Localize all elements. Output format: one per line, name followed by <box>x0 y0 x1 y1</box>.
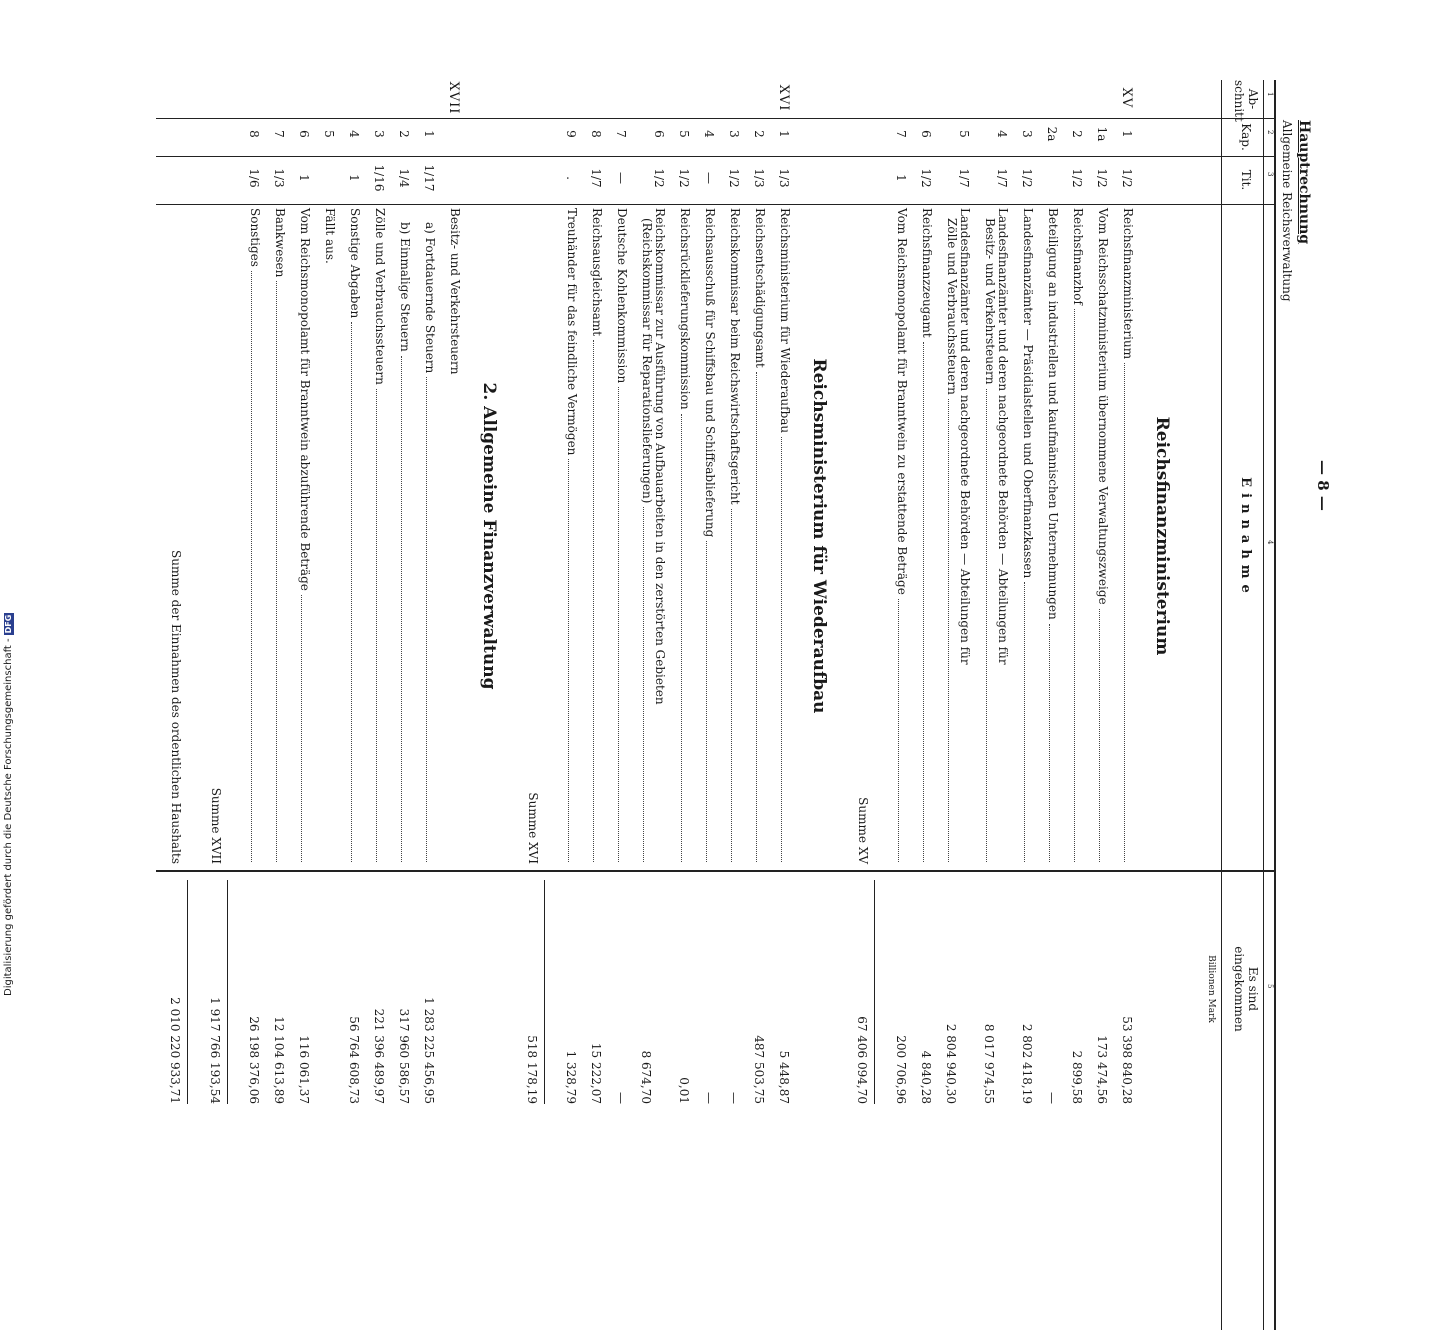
titel-cell: 1/16 <box>372 164 386 192</box>
description-line <box>920 208 933 864</box>
amount-cell: 0,01 <box>677 1077 691 1104</box>
sum-row <box>847 80 887 1330</box>
description-cell <box>728 208 741 864</box>
description-continuation <box>945 208 958 864</box>
table-row <box>670 80 695 1330</box>
titel-cell: 1/7 <box>957 168 971 188</box>
description-cell <box>323 208 336 864</box>
description-cell <box>348 208 361 864</box>
amount-cell: 173 474,56 <box>1095 1035 1109 1104</box>
description-cell <box>678 208 691 864</box>
header-unit: Billionen Mark <box>1206 955 1216 1023</box>
table-row <box>975 80 1013 1330</box>
funding-note: Digitalisierung gefördert durch die Deutsche Forschungsgemeinschaft - <box>3 638 14 996</box>
description-line <box>895 208 908 864</box>
amount-cell: 2 010 220 933,71 <box>168 997 182 1104</box>
description-text: Landesfinanzämter — Präsidialstellen und Oberfinanzkassen <box>1021 208 1035 579</box>
dot-leader <box>351 322 352 862</box>
amount-cell: 487 503,75 <box>752 1035 766 1104</box>
table-row <box>1113 80 1138 1330</box>
titel-cell: 1 <box>347 174 361 182</box>
titel-cell: 1/2 <box>1120 168 1134 188</box>
sum-label: Summe XV <box>856 797 870 864</box>
titel-cell: 1/2 <box>1070 168 1084 188</box>
kapitel-cell: 3 <box>372 130 386 138</box>
dot-leader <box>1024 582 1025 862</box>
description-cell <box>778 208 791 864</box>
table-row <box>912 80 937 1330</box>
amount-cell: 67 406 094,70 <box>855 1016 869 1104</box>
description-continuation <box>983 208 996 864</box>
description-line <box>1096 208 1109 864</box>
dot-leader <box>898 599 899 862</box>
description-text: Beteiligung an industriellen und kaufmännischen Unternehmungen <box>1046 208 1060 620</box>
description-line <box>753 208 766 864</box>
table-row <box>290 80 315 1330</box>
dot-leader <box>593 340 594 862</box>
column-number-5: 5 <box>1266 984 1274 989</box>
description-line <box>778 208 791 864</box>
description-cell <box>983 208 1009 864</box>
table-row <box>557 80 582 1330</box>
dot-leader <box>643 507 644 862</box>
amount-cell: 221 396 489,97 <box>372 1008 386 1104</box>
description-text: Landesfinanzämter und deren nachgeordnete Behörden — Abteilungen für <box>958 208 972 665</box>
page-title: Hauptrechnung <box>1296 120 1312 245</box>
description-line <box>1046 208 1059 864</box>
description-cell <box>1152 208 1172 864</box>
description-text: b) Einmalige Steuern <box>398 222 412 352</box>
description-cell <box>298 208 311 864</box>
description-cell <box>640 208 666 864</box>
section-heading <box>1138 80 1190 1330</box>
description-text: Sonstiges <box>248 208 262 267</box>
table-row <box>440 80 465 1330</box>
section-heading-text: Reichsministerium für Wiederaufbau <box>809 358 829 714</box>
sum-label: Summe XVII <box>209 787 223 864</box>
description-line <box>653 208 666 864</box>
description-cell <box>479 208 499 864</box>
titel-cell: 1 <box>894 174 908 182</box>
amount-cell: 56 764 608,73 <box>347 1016 361 1104</box>
amount-cell: 1 283 225 456,95 <box>422 997 436 1104</box>
dot-leader <box>301 595 302 862</box>
description-cell <box>945 208 971 864</box>
titel-cell: 1/4 <box>397 168 411 188</box>
section-heading <box>465 80 517 1330</box>
description-text: a) Fortdauernde Steuern <box>423 222 437 374</box>
description-cell <box>1071 208 1084 864</box>
kapitel-cell: 7 <box>272 130 286 138</box>
amount-cell: — <box>614 1092 628 1104</box>
dot-leader <box>923 342 924 862</box>
description-text: Bankwesen <box>273 208 287 278</box>
dot-leader <box>781 437 782 862</box>
table-row <box>745 80 770 1330</box>
section-heading <box>795 80 847 1330</box>
description-cell <box>1046 208 1059 864</box>
table-row <box>265 80 290 1330</box>
description-cell <box>273 208 286 864</box>
abschnitt-cell: XV <box>1119 87 1134 109</box>
sum-row <box>517 80 557 1330</box>
table-row <box>607 80 632 1330</box>
dot-leader <box>681 414 682 862</box>
amount-cell: 5 448,87 <box>777 1050 791 1104</box>
header-titel: Tit. <box>1239 169 1253 191</box>
description-text: Reichsfinanzministerium <box>1121 208 1135 360</box>
description-line <box>678 208 691 864</box>
dot-leader <box>731 509 732 862</box>
table-row <box>770 80 795 1330</box>
kapitel-cell: 9 <box>564 130 578 138</box>
titel-cell: 1/7 <box>589 168 603 188</box>
table-row <box>365 80 390 1330</box>
titel-cell: 1/6 <box>247 168 261 188</box>
sum-row <box>200 80 240 1330</box>
kapitel-cell: 2 <box>397 130 411 138</box>
description-line <box>248 208 261 864</box>
kapitel-cell: 4 <box>995 130 1009 138</box>
header-abschnitt: Ab- schnitt <box>1232 80 1260 122</box>
table-row <box>390 80 415 1330</box>
header-kapitel: Kap. <box>1239 123 1253 151</box>
kapitel-cell: 6 <box>297 130 311 138</box>
table-top-rule <box>1274 80 1276 1330</box>
dfg-logo: DFG <box>3 614 13 634</box>
description-cell <box>1096 208 1109 864</box>
table-row <box>887 80 912 1330</box>
description-line <box>1021 208 1034 864</box>
description-cell <box>423 208 436 864</box>
description-text: Treuhänder für das feindliche Vermögen <box>565 208 579 456</box>
description-text: Sonstige Abgaben <box>348 208 362 319</box>
kapitel-cell: 7 <box>614 130 628 138</box>
table-row <box>1063 80 1088 1330</box>
table-row <box>240 80 265 1330</box>
description-cell <box>398 208 411 864</box>
side-caption <box>0 0 24 1000</box>
description-cell <box>448 208 461 864</box>
description-line <box>423 222 436 864</box>
abschnitt-cell: XVII <box>446 81 461 115</box>
description-text-2: Zölle und Verbrauchssteuern <box>945 218 959 395</box>
dot-leader <box>756 372 757 862</box>
table-row <box>720 80 745 1330</box>
description-cell <box>526 208 539 894</box>
description-cell <box>809 208 829 864</box>
section-heading-text: Reichsfinanzministerium <box>1152 416 1172 656</box>
description-text: Landesfinanzämter und deren nachgeordnete Behörden — Abteilungen für <box>996 208 1010 665</box>
description-cell <box>920 208 933 864</box>
abschnitt-cell: XVI <box>776 84 791 112</box>
titel-cell: 1/2 <box>677 168 691 188</box>
sum-rule <box>874 880 875 1104</box>
amount-cell: — <box>727 1092 741 1104</box>
titel-cell: 1/7 <box>995 168 1009 188</box>
description-text: Reichsausschuß für Schiffsbau und Schiffsablieferung <box>703 208 717 538</box>
description-line <box>958 208 971 864</box>
dot-leader <box>986 389 987 863</box>
table-row <box>1038 80 1063 1330</box>
titel-cell: 1/2 <box>1095 168 1109 188</box>
titel-cell: 1/3 <box>777 168 791 188</box>
dot-leader <box>426 377 427 862</box>
description-cell <box>209 208 222 894</box>
description-cell <box>590 208 603 864</box>
sum-row <box>140 80 200 1330</box>
titel-cell: 1/2 <box>727 168 741 188</box>
kapitel-cell: 3 <box>727 130 741 138</box>
kapitel-cell: 2a <box>1045 126 1059 142</box>
kapitel-cell: 3 <box>1020 130 1034 138</box>
table-row <box>695 80 720 1330</box>
header-einnahme: Einnahme <box>1238 477 1253 599</box>
titel-cell: 1/2 <box>1020 168 1034 188</box>
section-heading-text: 2. Allgemeine Finanzverwaltung <box>479 382 499 690</box>
amount-cell: 12 104 613,89 <box>272 1016 286 1104</box>
description-line <box>615 208 628 864</box>
description-text: Reichsentschädigungsamt <box>753 208 767 368</box>
titel-cell: — <box>614 172 628 184</box>
column-number-3: 3 <box>1266 172 1274 177</box>
kapitel-cell: 1 <box>1120 130 1134 138</box>
kapitel-cell: 5 <box>957 130 971 138</box>
sum-label: Summe der Einnahmen des ordentlichen Haushalts <box>169 550 183 864</box>
dot-leader <box>276 281 277 862</box>
column-number-1: 1 <box>1266 92 1274 97</box>
description-text: Fällt aus. <box>323 208 337 264</box>
kapitel-cell: 4 <box>347 130 361 138</box>
table-row <box>340 80 365 1330</box>
dot-leader <box>1049 624 1050 862</box>
description-cell <box>856 208 869 894</box>
amount-cell: 2 804 940,30 <box>944 1023 958 1104</box>
table-row <box>582 80 607 1330</box>
dot-leader <box>376 389 377 862</box>
page-number: — 8 — <box>1314 460 1332 511</box>
titel-cell: . <box>564 176 578 180</box>
description-text: Deutsche Kohlenkommission <box>615 208 629 384</box>
table-row <box>1013 80 1038 1330</box>
description-cell <box>895 208 908 864</box>
description-text: Reichskommissar beim Reichswirtschaftsgericht <box>728 208 742 505</box>
description-cell <box>703 208 716 864</box>
description-text: Vom Reichsmonopolamt für Branntwein zu erstattende Beträge <box>895 208 909 595</box>
description-text: Vom Reichsschatzministerium übernommene Verwaltungszweige <box>1096 208 1110 605</box>
titel-cell: 1 <box>297 174 311 182</box>
table-header-rule <box>1221 80 1222 1330</box>
titel-cell: 1/2 <box>652 168 666 188</box>
description-cell <box>248 208 261 864</box>
description-cell <box>565 208 578 864</box>
description-text: Reichsrücklieferungskommission <box>678 208 692 410</box>
amount-cell: — <box>702 1092 716 1104</box>
amount-cell: 8 017 974,55 <box>982 1023 996 1104</box>
description-text: Reichsfinanzzeugamt <box>920 208 934 338</box>
sum-rule <box>187 880 188 1104</box>
description-cell <box>1121 208 1134 864</box>
dot-leader <box>948 399 949 862</box>
kapitel-cell: 8 <box>589 130 603 138</box>
description-text: Zölle und Verbrauchssteuern <box>373 208 387 385</box>
description-text: Vom Reichsmonopolamt für Branntwein abzuführende Beträge <box>298 208 312 591</box>
amount-cell: 200 706,96 <box>894 1035 908 1104</box>
header-eingekommen: Es sind eingekommen <box>1232 946 1260 1032</box>
kapitel-cell: 6 <box>652 130 666 138</box>
amount-cell: 518 178,19 <box>525 1035 539 1104</box>
amount-cell: 53 398 840,28 <box>1120 1016 1134 1104</box>
dot-leader <box>1074 309 1075 862</box>
description-text: Reichsausgleichsamt <box>590 208 604 337</box>
amount-cell: 15 222,07 <box>589 1042 603 1104</box>
titel-cell: — <box>702 172 716 184</box>
description-line <box>996 208 1009 864</box>
amount-cell: 2 899,58 <box>1070 1050 1084 1104</box>
dot-leader <box>568 459 569 862</box>
amount-cell: 1 328,79 <box>564 1050 578 1104</box>
kapitel-cell: 6 <box>919 130 933 138</box>
description-line <box>273 208 286 864</box>
dot-leader <box>618 387 619 862</box>
kapitel-cell: 1 <box>777 130 791 138</box>
table-numbers-rule <box>1263 80 1264 1330</box>
description-line <box>1121 208 1134 864</box>
description-line <box>373 208 386 864</box>
kapitel-cell: 5 <box>677 130 691 138</box>
kapitel-cell: 5 <box>322 130 336 138</box>
kapitel-cell: 1a <box>1095 126 1109 142</box>
titel-cell: 1/2 <box>919 168 933 188</box>
dot-leader <box>1099 609 1100 862</box>
description-cell <box>615 208 628 864</box>
dot-leader <box>401 356 402 862</box>
description-cell <box>753 208 766 864</box>
description-text: Reichskommissar zur Ausführung von Aufbauarbeiten in den zerstörten Gebieten <box>653 208 667 705</box>
column-number-2: 2 <box>1266 130 1274 135</box>
kapitel-cell: 7 <box>894 130 908 138</box>
amount-cell: — <box>1045 1092 1059 1104</box>
amount-cell: 2 802 418,19 <box>1020 1023 1034 1104</box>
description-continuation <box>640 208 653 864</box>
description-line <box>1071 208 1084 864</box>
amount-cell: 1 917 766 193,54 <box>208 997 222 1104</box>
table-row <box>415 80 440 1330</box>
amount-cell: 116 061,37 <box>297 1035 311 1104</box>
amount-cell: 8 674,70 <box>639 1050 653 1104</box>
ledger-page <box>80 80 1340 1104</box>
page-subtitle: Allgemeine Reichsverwaltung <box>1280 120 1294 302</box>
table-row <box>315 80 340 1330</box>
kapitel-cell: 8 <box>247 130 261 138</box>
description-text: Besitz- und Verkehrsteuern <box>448 208 462 375</box>
description-line <box>348 208 361 864</box>
amount-cell: 4 840,28 <box>919 1050 933 1104</box>
description-text: Reichsministerium für Wiederaufbau <box>778 208 792 434</box>
kapitel-cell: 2 <box>752 130 766 138</box>
description-text: Reichsfinanzhof <box>1071 208 1085 305</box>
titel-cell: 1/17 <box>422 164 436 192</box>
description-line <box>590 208 603 864</box>
kapitel-cell: 2 <box>1070 130 1084 138</box>
titel-cell: 1/3 <box>752 168 766 188</box>
description-line <box>298 208 311 864</box>
table-row <box>937 80 975 1330</box>
table-row <box>1088 80 1113 1330</box>
description-cell <box>373 208 386 864</box>
description-line <box>728 208 741 864</box>
description-line <box>398 222 411 864</box>
description-text-2: Besitz- und Verkehrsteuern <box>983 218 997 385</box>
amount-cell: 26 198 376,06 <box>247 1016 261 1104</box>
kapitel-cell: 4 <box>702 130 716 138</box>
description-cell <box>1021 208 1034 864</box>
description-cell <box>169 208 182 864</box>
sum-rule <box>227 880 228 1104</box>
description-line <box>565 208 578 864</box>
titel-cell: 1/3 <box>272 168 286 188</box>
column-number-4: 4 <box>1266 540 1274 545</box>
description-line <box>703 208 716 864</box>
sum-rule <box>544 880 545 1104</box>
dot-leader <box>251 271 252 862</box>
description-text-2: (Reichskommissar für Reparationslieferungen) <box>640 218 654 504</box>
sum-label: Summe XVI <box>526 792 540 864</box>
dot-leader <box>1124 363 1125 862</box>
amount-cell: 317 960 586,57 <box>397 1008 411 1104</box>
kapitel-cell: 1 <box>422 130 436 138</box>
dot-leader <box>706 541 707 862</box>
table-row <box>632 80 670 1330</box>
